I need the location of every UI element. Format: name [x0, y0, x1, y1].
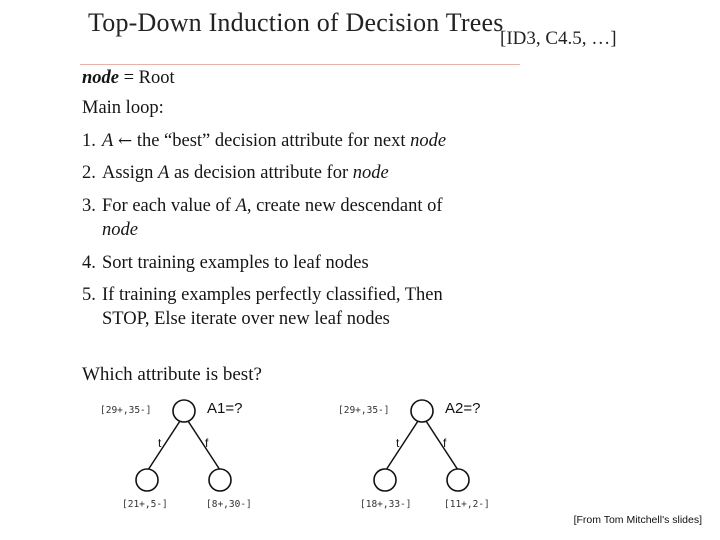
step-2-mid: as decision attribute for [169, 163, 353, 183]
root-node [411, 400, 433, 422]
best-attribute-question: Which attribute is best? [82, 364, 262, 385]
true-label: t [158, 436, 162, 450]
tree-a2-diagram [330, 392, 550, 514]
assign-arrow-icon: ← [117, 131, 133, 151]
attribute-label: A2=? [445, 400, 481, 417]
step-3-node: node [102, 220, 138, 240]
step-1-text: the “best” decision attribute for next [132, 131, 411, 151]
step-3 [82, 196, 443, 217]
root-counts: [29+,35-] [100, 405, 152, 416]
right-leaf-counts: [8+,30-] [206, 499, 252, 510]
true-branch [148, 421, 180, 470]
step-2 [82, 163, 389, 184]
init-node-word: node [82, 68, 119, 88]
step-5 [82, 285, 443, 306]
right-leaf-node [209, 469, 231, 491]
right-leaf-node [447, 469, 469, 491]
step-4-text: Sort training examples to leaf nodes [102, 253, 369, 273]
left-leaf-node [374, 469, 396, 491]
step-2-var: A [158, 163, 170, 183]
main-loop-label: Main loop: [82, 98, 164, 118]
step-3-number: 3. [82, 196, 96, 216]
false-label: f [205, 436, 209, 450]
step-2-pre: Assign [102, 163, 159, 183]
step-4-number: 4. [82, 253, 96, 273]
step-5-line2: STOP, Else iterate over new leaf nodes [102, 309, 390, 329]
step-2-number: 2. [82, 163, 96, 183]
attribute-label: A1=? [207, 400, 243, 417]
step-1-node: node [410, 131, 447, 151]
step-5-number: 5. [82, 285, 96, 305]
step-3-var: A [235, 196, 247, 216]
left-leaf-node [136, 469, 158, 491]
right-leaf-counts: [11+,2-] [444, 499, 490, 510]
root-node [173, 400, 195, 422]
init-rest: = Root [119, 68, 175, 88]
step-1-var: A [102, 131, 114, 151]
left-leaf-counts: [18+,33-] [360, 499, 412, 510]
true-label: t [396, 436, 400, 450]
step-5-line1: If training examples perfectly classified, Then [102, 285, 443, 305]
title-divider [80, 64, 520, 65]
tree-a1-diagram [92, 392, 312, 514]
tree-a1 [92, 392, 312, 514]
false-branch [188, 421, 220, 470]
step-1-number: 1. [82, 131, 96, 151]
left-leaf-counts: [21+,5-] [122, 499, 168, 510]
step-3-pre: For each value of [102, 196, 236, 216]
step-1 [82, 131, 446, 152]
step-4 [82, 253, 369, 274]
algorithms-tag: [ID3, C4.5, …] [500, 28, 617, 49]
true-branch [386, 421, 418, 470]
tree-a2 [330, 392, 550, 514]
step-3-post: , create new descendant of [246, 196, 443, 216]
source-note: [From Tom Mitchell's slides] [573, 514, 702, 526]
init-line [82, 68, 175, 89]
step-2-node: node [352, 163, 389, 183]
false-label: f [443, 436, 447, 450]
slide-title: Top-Down Induction of Decision Trees [88, 8, 504, 37]
false-branch [426, 421, 458, 470]
root-counts: [29+,35-] [338, 405, 390, 416]
